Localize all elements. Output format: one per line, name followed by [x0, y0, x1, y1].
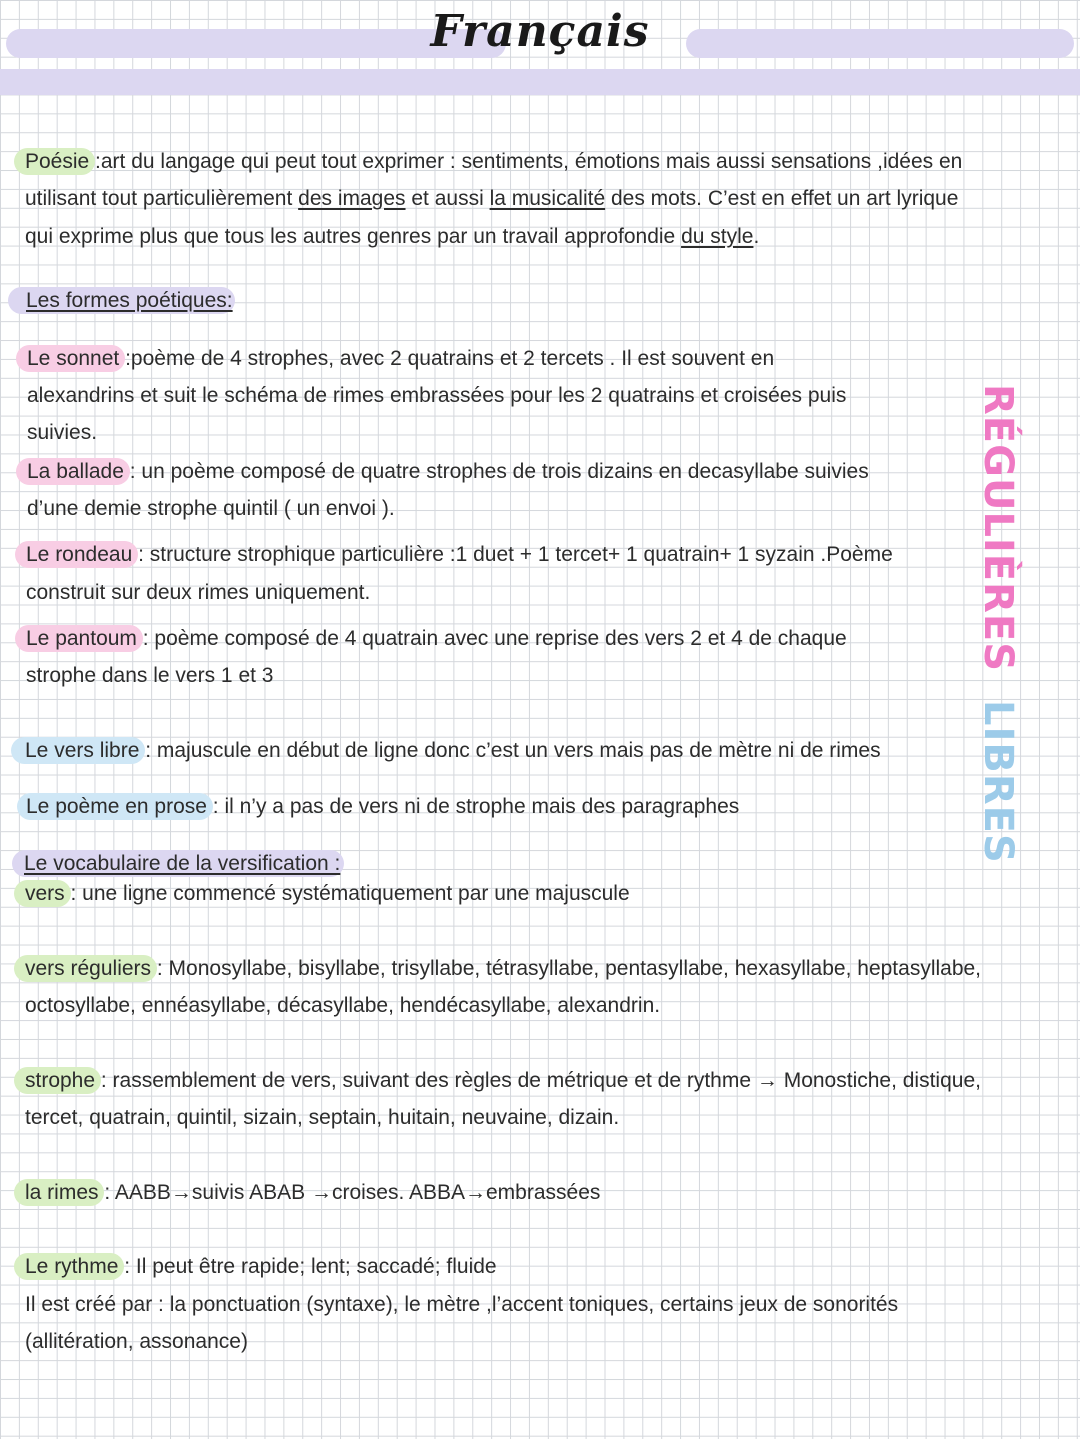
- sonnet-term: Le sonnet: [16, 345, 125, 372]
- rimes-def: : AABB→suivis ABAB →croises. ABBA→embrassées: [104, 1181, 601, 1204]
- poesie-def-3a: qui exprime plus que tous les autres genres par un travail approfondie: [25, 225, 682, 248]
- rimes-line: [14, 1174, 600, 1212]
- header-band-full: [0, 69, 1080, 95]
- poesie-def-3b: .: [753, 225, 760, 248]
- poesie-def-2c: des mots. C’est en effet un art lyrique: [605, 187, 959, 210]
- rythme-line-1: [14, 1248, 497, 1286]
- strophe-line-1: [14, 1062, 981, 1100]
- vers-reguliers-term: vers réguliers: [14, 955, 157, 982]
- sonnet-def-1: :poème de 4 strophes, avec 2 quatrains et 2 tercets . Il est souvent en: [125, 347, 775, 370]
- rondeau-line-2: construit sur deux rimes uniquement.: [26, 581, 371, 604]
- poesie-line-3: [25, 218, 759, 256]
- rythme-line-2: Il est créé par : la ponctuation (syntaxe), le mètre ,l’accent toniques, certains jeux de sonorités: [25, 1293, 899, 1316]
- pantoum-def-1: : poème composé de 4 quatrain avec une reprise des vers 2 et 4 de chaque: [142, 627, 847, 650]
- sonnet-line-3: suivies.: [27, 421, 98, 444]
- ballade-line-1: [16, 453, 869, 491]
- vers-libre-def: : majuscule en début de ligne donc c’est un vers mais pas de mètre ni de rimes: [145, 739, 881, 762]
- poesie-def-2b: et aussi: [405, 187, 490, 210]
- sonnet-line-2: alexandrins et suit le schéma de rimes embrassées pour les 2 quatrains et croisées puis: [27, 384, 847, 407]
- rimes-term: la rimes: [14, 1179, 104, 1206]
- poesie-def-1: :art du langage qui peut tout exprimer : sentiments, émotions mais aussi sensations ,idées en: [95, 150, 963, 173]
- rondeau-line-1: [15, 536, 893, 574]
- ballade-line-2: d’une demie strophe quintil ( un envoi ).: [27, 497, 395, 520]
- strophe-term: strophe: [14, 1067, 101, 1094]
- pantoum-line-2: strophe dans le vers 1 et 3: [26, 664, 274, 687]
- pantoum-line-1: [15, 620, 847, 658]
- poesie-style: du style: [681, 225, 754, 248]
- poesie-def-2a: utilisant tout particulièrement: [25, 187, 299, 210]
- vers-reguliers-line-2: octosyllabe, ennéasyllabe, décasyllabe, hendécasyllabe, alexandrin.: [25, 994, 661, 1017]
- vers-reguliers-def-1: : Monosyllabe, bisyllabe, trisyllabe, tétrasyllabe, pentasyllabe, hexasyllabe, heptasyllabe,: [156, 957, 982, 980]
- prose-line: [17, 788, 739, 826]
- page-title: Français: [430, 6, 650, 57]
- strophe-line-2: tercet, quatrain, quintil, sizain, septain, huitain, neuvaine, dizain.: [25, 1106, 620, 1129]
- vers-libre-term: Le vers libre: [11, 737, 145, 764]
- rondeau-def-1: : structure strophique particulière :1 duet + 1 tercet+ 1 quatrain+ 1 syzain .Poème: [138, 543, 893, 566]
- rythme-def-1: : Il peut être rapide; lent; saccadé; fluide: [124, 1255, 497, 1278]
- pantoum-term: Le pantoum: [15, 625, 143, 652]
- ballade-def-1: : un poème composé de quatre strophes de trois dizains en decasyllabe suivies: [129, 460, 869, 483]
- prose-def: : il n’y a pas de vers ni de strophe mais des paragraphes: [212, 795, 740, 818]
- vers-line: [14, 875, 630, 913]
- poesie-line-2: [25, 180, 958, 218]
- side-label-libres: LIBRES: [975, 700, 1021, 864]
- vocab-heading-text: Le vocabulaire de la versification :: [24, 852, 341, 875]
- formes-heading-text: Les formes poétiques:: [26, 289, 233, 312]
- sonnet-line-1: [16, 340, 774, 378]
- rythme-term: Le rythme: [14, 1253, 124, 1280]
- rondeau-term: Le rondeau: [15, 541, 138, 568]
- vers-term: vers: [14, 880, 71, 907]
- poesie-term: Poésie: [14, 148, 95, 175]
- strophe-def-1: : rassemblement de vers, suivant des règles de métrique et de rythme → Monostiche, distique,: [100, 1069, 981, 1092]
- vers-reguliers-line-1: [14, 950, 981, 988]
- side-label-regulieres: RÉGULIÈRES: [975, 384, 1021, 673]
- formes-heading: [8, 282, 235, 320]
- ballade-term: La ballade: [16, 458, 130, 485]
- poesie-line-1: [14, 143, 962, 181]
- vers-libre-line: [11, 732, 881, 770]
- poesie-musicalite: la musicalité: [489, 187, 606, 210]
- vers-def: : une ligne commencé systématiquement par une majuscule: [70, 882, 630, 905]
- rythme-line-3: (allitération, assonance): [25, 1330, 248, 1353]
- prose-term: Le poème en prose: [17, 793, 213, 820]
- poesie-images: des images: [298, 187, 406, 210]
